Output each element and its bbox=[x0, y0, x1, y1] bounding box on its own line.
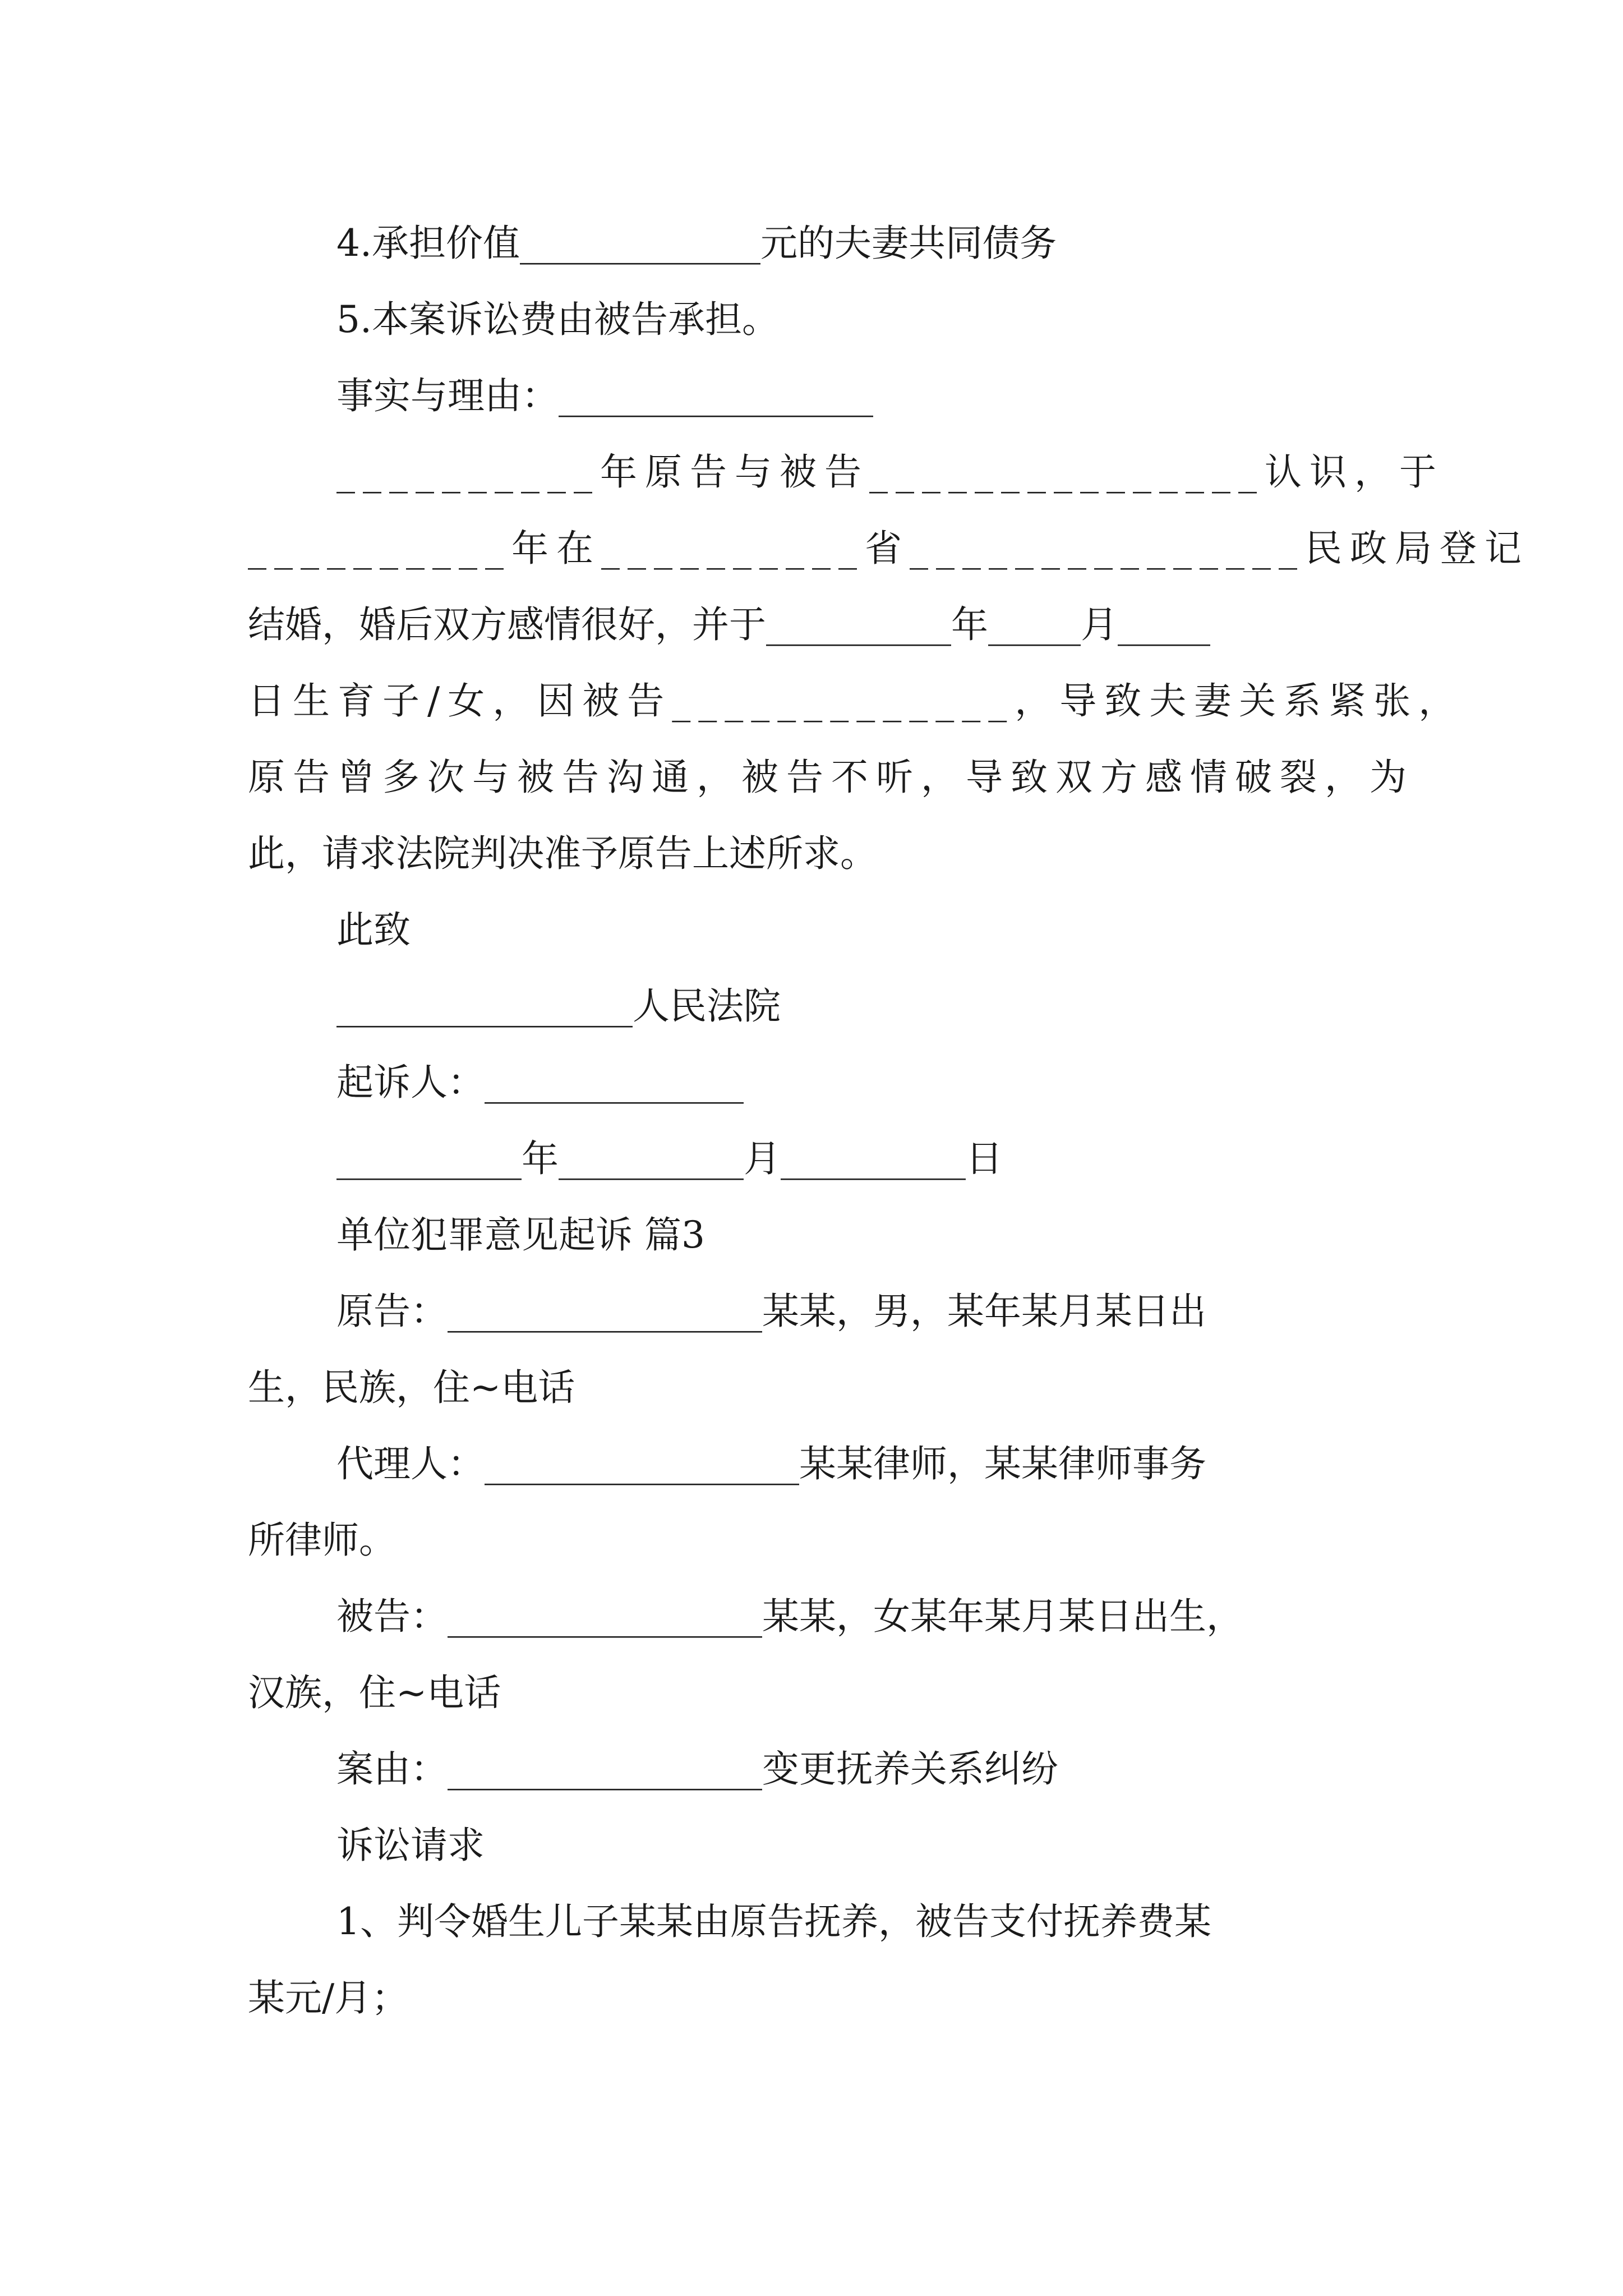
text-line: 5.本案诉讼费由被告承担。 bbox=[336, 298, 779, 341]
text-line: 1、判令婚生儿子某某由原告抚养，被告支付抚养费某 bbox=[336, 1900, 1211, 1943]
section-heading: 单位犯罪意见起诉 篇3 bbox=[336, 1213, 705, 1257]
text-line: 事实与理由：_________________ bbox=[336, 374, 873, 417]
text-line: 原告曾多次与被告沟通，被告不听，导致双方感情破裂，为 bbox=[248, 756, 1414, 799]
text-line: 起诉人：______________ bbox=[336, 1061, 744, 1104]
text-line: 此，请求法院判决准予原告上述所求。 bbox=[248, 832, 877, 875]
text-line: 结婚，婚后双方感情很好，并于__________年_____月_____ bbox=[248, 603, 1210, 646]
text-line: 诉讼请求 bbox=[336, 1824, 485, 1867]
text-line: 代理人：_________________某某律师，某某律师事务 bbox=[336, 1442, 1206, 1485]
text-line: 原告：_________________某某，男，某年某月某日出 bbox=[336, 1290, 1206, 1333]
text-line: 被告：_________________某某，女某年某月某日出生， bbox=[336, 1595, 1243, 1638]
text-line: 日生育子/女，因被告_____________，导致夫妻关系紧张， bbox=[248, 679, 1464, 723]
text-line: 4.承担价值_____________元的夫妻共同债务 bbox=[336, 222, 1057, 265]
text-line: 案由：_________________变更抚养关系纠纷 bbox=[336, 1747, 1058, 1791]
text-line: __________年原告与被告_______________认识，于 bbox=[336, 450, 1444, 494]
text-line: 汉族，住~电话 bbox=[248, 1671, 501, 1714]
text-line: ________________人民法院 bbox=[336, 984, 781, 1028]
text-line: __________年在__________省_______________民政局登记 bbox=[248, 527, 1529, 570]
text-line: 生，民族，住~电话 bbox=[248, 1366, 575, 1409]
text-line: 所律师。 bbox=[248, 1519, 396, 1562]
text-line: __________年__________月__________日 bbox=[336, 1137, 1003, 1180]
text-line: 此致 bbox=[336, 908, 411, 951]
text-line: 某元/月； bbox=[248, 1976, 409, 2019]
